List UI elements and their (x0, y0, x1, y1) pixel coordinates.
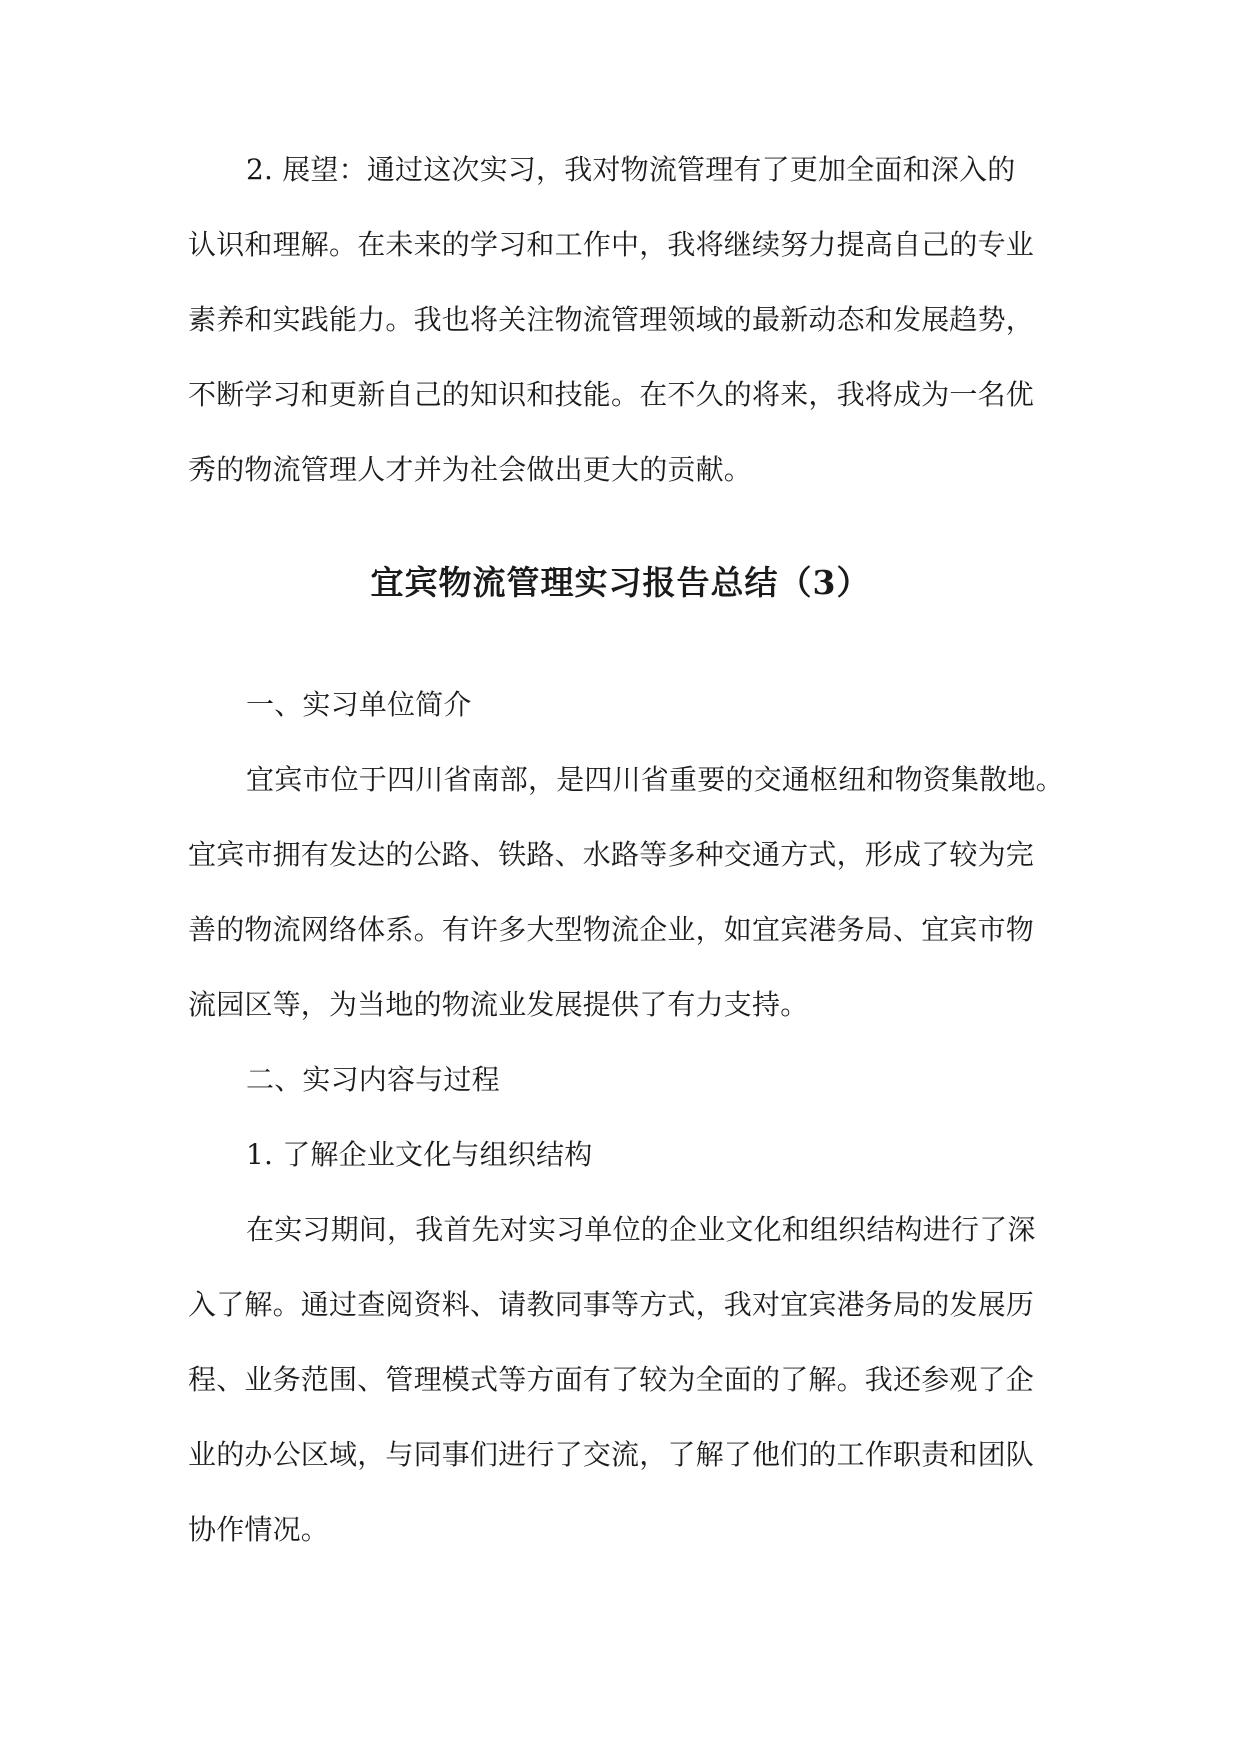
outlook-paragraph-line-1: 2. 展望：通过这次实习，我对物流管理有了更加全面和深入的 (246, 153, 1016, 186)
outlook-paragraph-line-4: 不断学习和更新自己的知识和技能。在不久的将来，我将成为一名优 (188, 378, 1035, 411)
outlook-paragraph-line-3: 素养和实践能力。我也将关注物流管理领域的最新动态和发展趋势， (188, 303, 1035, 336)
report-title: 宜宾物流管理实习报告总结（3） (370, 563, 871, 602)
section2-sub1-paragraph-line-2: 入了解。通过查阅资料、请教同事等方式，我对宜宾港务局的发展历 (188, 1288, 1035, 1321)
section2-sub1-paragraph-line-1: 在实习期间，我首先对实习单位的企业文化和组织结构进行了深 (246, 1213, 1036, 1246)
section1-paragraph-line-2: 宜宾市拥有发达的公路、铁路、水路等多种交通方式，形成了较为完 (188, 838, 1035, 871)
outlook-paragraph-line-5: 秀的物流管理人才并为社会做出更大的贡献。 (188, 453, 753, 486)
section2-sub1-paragraph-line-3: 程、业务范围、管理模式等方面有了较为全面的了解。我还参观了企 (188, 1363, 1035, 1396)
section2-sub1-paragraph-line-4: 业的办公区域，与同事们进行了交流，了解了他们的工作职责和团队 (188, 1438, 1035, 1471)
section2-sub1-heading: 1. 了解企业文化与组织结构 (246, 1138, 593, 1171)
section2-sub1-paragraph-line-5: 协作情况。 (188, 1513, 330, 1546)
section1-paragraph-line-1: 宜宾市位于四川省南部，是四川省重要的交通枢纽和物资集散地。 (246, 763, 1064, 796)
section1-heading: 一、实习单位简介 (246, 688, 472, 721)
section1-paragraph-line-4: 流园区等，为当地的物流业发展提供了有力支持。 (188, 988, 809, 1021)
outlook-paragraph-line-2: 认识和理解。在未来的学习和工作中，我将继续努力提高自己的专业 (188, 228, 1035, 261)
section2-heading: 二、实习内容与过程 (246, 1063, 500, 1096)
section1-paragraph-line-3: 善的物流网络体系。有许多大型物流企业，如宜宾港务局、宜宾市物 (188, 913, 1035, 946)
